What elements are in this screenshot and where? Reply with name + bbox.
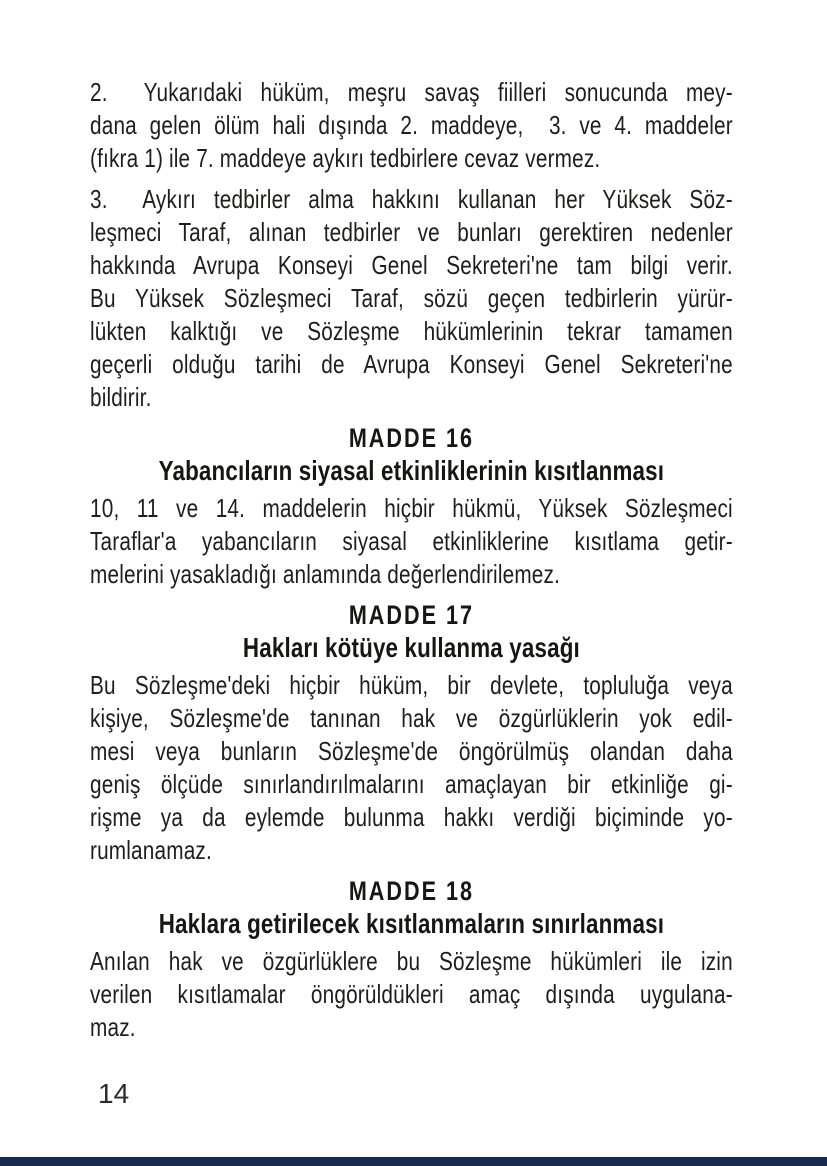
article-title-heading: Haklara getirilecek kısıtlanmaların sınırlanması <box>158 908 665 939</box>
article-number-heading: MADDE 16 <box>348 423 474 453</box>
paragraph-line: geçerli olduğu tarihi de Avrupa Konseyi Genel Sekreteri'ne <box>90 349 733 379</box>
paragraph-line: bildirir. <box>90 382 152 412</box>
article-body-line: rumlanamaz. <box>90 835 212 865</box>
article <box>90 875 733 1044</box>
paragraph-line: 3. Aykırı tedbirler alma hakkını kullanan her Yüksek Söz- <box>90 184 733 214</box>
article-body <box>90 945 733 1044</box>
paragraph-line: dana gelen ölüm hali dışında 2. maddeye, 3. ve 4. maddeler <box>90 110 733 140</box>
paragraph-line: leşmeci Taraf, alınan tedbirler ve bunları gerektiren nedenler <box>90 217 733 247</box>
article-body-line: geniş ölçüde sınırlandırılmalarını amaçlayan bir etkinliğe gi- <box>90 769 733 799</box>
article-body-line: Taraflar'a yabancıların siyasal etkinliklerine kısıtlama getir- <box>90 526 733 556</box>
article-body-line: Anılan hak ve özgürlüklere bu Sözleşme hükümleri ile izin <box>90 946 733 976</box>
page-number: 14 <box>98 1078 130 1109</box>
article-title-heading: Yabancıların siyasal etkinliklerinin kısıtlanması <box>158 455 665 486</box>
paragraph <box>90 183 733 414</box>
article-number-heading: MADDE 17 <box>348 600 474 630</box>
article-number-heading: MADDE 18 <box>348 876 474 906</box>
article-body-line: rişme ya da eylemde bulunma hakkı verdiği biçiminde yo- <box>90 802 733 832</box>
article <box>90 422 733 591</box>
article-body-line: kişiye, Sözleşme'de tanınan hak ve özgürlüklerin yok edil- <box>90 703 733 733</box>
article-body-line: melerini yasakladığı anlamında değerlendirilemez. <box>90 559 561 589</box>
article-body <box>90 669 733 867</box>
paragraph-line: (fıkra 1) ile 7. maddeye aykırı tedbirlere cevaz vermez. <box>90 143 601 173</box>
text-column <box>90 76 733 1044</box>
article-title-heading: Hakları kötüye kullanma yasağı <box>242 632 580 663</box>
article-body-line: maz. <box>90 1012 136 1042</box>
article-body-line: Bu Sözleşme'deki hiçbir hüküm, bir devlete, topluluğa veya <box>90 670 733 700</box>
article-body-line: 10, 11 ve 14. maddelerin hiçbir hükmü, Yüksek Sözleşmeci <box>90 493 733 523</box>
article <box>90 599 733 867</box>
paragraph-line: Bu Yüksek Sözleşmeci Taraf, sözü geçen tedbirlerin yürür- <box>90 283 733 313</box>
page-bottom-edge-bar <box>0 1157 827 1166</box>
paragraph <box>90 76 733 175</box>
article-body-line: verilen kısıtlamalar öngörüldükleri amaç dışında uygulana- <box>90 979 733 1009</box>
paragraph-line: lükten kalktığı ve Sözleşme hükümlerinin tekrar tamamen <box>90 316 733 346</box>
article-body <box>90 492 733 591</box>
paragraph-line: 2. Yukarıdaki hüküm, meşru savaş fiilleri sonucunda mey- <box>90 77 733 107</box>
article-body-line: mesi veya bunların Sözleşme'de öngörülmüş olandan daha <box>90 736 733 766</box>
paragraph-line: hakkında Avrupa Konseyi Genel Sekreteri'ne tam bilgi verir. <box>90 250 733 280</box>
